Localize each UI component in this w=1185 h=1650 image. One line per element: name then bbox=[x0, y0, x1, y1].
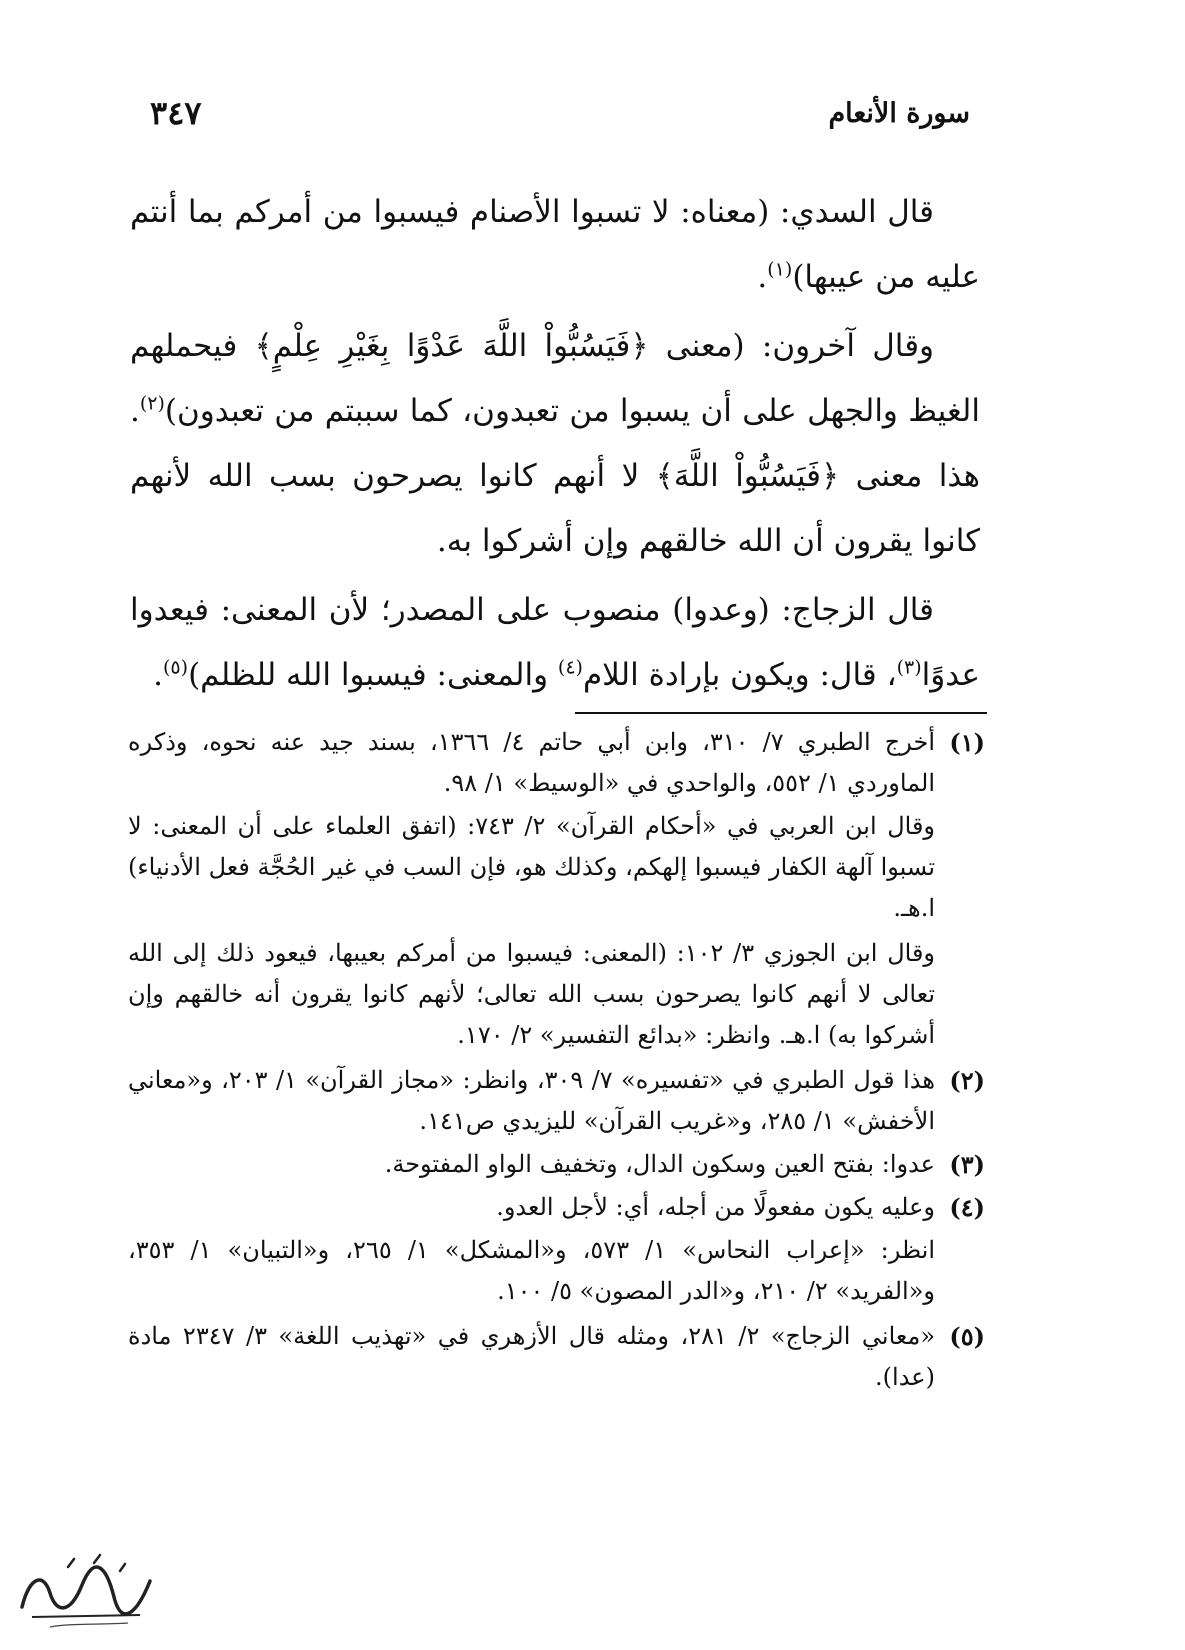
footnote-1 bbox=[128, 722, 985, 804]
sura-title: سورة الأنعام bbox=[828, 98, 970, 129]
footnote-5 bbox=[128, 1316, 985, 1398]
paragraph-text: لا أنهم كانوا يصرحون بسب الله لأنهم كانوا يقرون أن الله خالقهم وإن أشركوا به. bbox=[130, 458, 980, 559]
footnote-text: هذا قول الطبري في «تفسيره» ٧/ ٣٠٩، وانظر: «مجاز القرآن» ١/ ٢٠٣، و«معاني الأخفش» ١/ ٢٨٥، و«غريب القرآن» لليزيدي ص١٤١. bbox=[128, 1066, 935, 1135]
footnote-text: وعليه يكون مفعولًا من أجله، أي: لأجل العدو. bbox=[496, 1193, 935, 1221]
footnote-separator bbox=[575, 712, 987, 714]
paragraph-text: فيحملهم الغيظ والجهل على أن يسبوا من تعبدون، كما سببتم من تعبدون) bbox=[130, 328, 980, 429]
page-header bbox=[150, 92, 970, 142]
paragraph-text: . هذا معنى bbox=[130, 393, 980, 494]
footnote-1-para-3: وقال ابن الجوزي ٣/ ١٠٢: (المعنى: فيسبوا من أمركم بعيبها، فيعود ذلك إلى الله تعالى لا أنهم كانوا يصرحون بسب الله تعالى؛ لأنهم كانوا يقرون أنه خالقهم وإن أشركوا به) ا.هـ. وانظر: «بدائع التفسير» ٢/ ١٧٠. bbox=[128, 939, 936, 1049]
footnote-4 bbox=[128, 1187, 985, 1228]
footnote-ref[interactable]: (٥) bbox=[163, 656, 189, 679]
footnote-number: (٢) bbox=[949, 1066, 985, 1095]
footnotes bbox=[128, 722, 985, 1400]
footnote-text: عدوا: بفتح العين وسكون الدال، وتخفيف الواو المفتوحة. bbox=[384, 1150, 935, 1178]
punctuation: . bbox=[153, 657, 163, 693]
quran-verse: ﴿فَيَسُبُّواْ اللَّهَ﴾ bbox=[655, 458, 840, 494]
paragraph-suddi bbox=[130, 180, 980, 310]
paragraph-others bbox=[130, 314, 980, 574]
paragraph-text: وقال آخرون: (معنى bbox=[648, 328, 934, 364]
footnote-text: «معاني الزجاج» ٢/ ٢٨١، ومثله قال الأزهري في «تهذيب اللغة» ٣/ ٢٣٤٧ مادة (عدا). bbox=[128, 1322, 936, 1391]
page-number: ٣٤٧ bbox=[150, 94, 202, 132]
footnote-number: (٣) bbox=[949, 1150, 985, 1179]
paragraph-zajjaj bbox=[130, 578, 980, 708]
footnote-1-para-2: وقال ابن العربي في «أحكام القرآن» ٢/ ٧٤٣: (اتفق العلماء على أن المعنى: لا تسبوا آلهة الكفار فيسبوا إلهكم، وكذلك هو، فإن السب في غير الحُجَّة فعل الأدنياء) ا.هـ. bbox=[128, 812, 936, 922]
footnote-text: أخرج الطبري ٧/ ٣١٠، وابن أبي حاتم ٤/ ١٣٦٦، بسند جيد عنه نحوه، وذكره الماوردي ١/ ٥٥٢، والواحدي في «الوسيط» ١/ ٩٨. bbox=[128, 728, 935, 797]
main-text bbox=[130, 180, 980, 712]
punctuation: . bbox=[757, 259, 768, 295]
footnote-number: (٥) bbox=[949, 1322, 985, 1351]
publisher-logo bbox=[10, 1545, 160, 1635]
paragraph-text: قال الزجاج: (وعدوا) منصوب على المصدر؛ لأن المعنى: فيعدوا عدوًا bbox=[130, 592, 980, 693]
footnote-4-para-2: انظر: «إعراب النحاس» ١/ ٥٧٣، و«المشكل» ١/ ٢٦٥، و«التبيان» ١/ ٣٥٣، و«الفريد» ٢/ ٢١٠، و«الدر المصون» ٥/ ١٠٠. bbox=[128, 1236, 936, 1305]
footnote-ref[interactable]: (١) bbox=[767, 258, 793, 281]
footnote-2 bbox=[128, 1060, 985, 1142]
paragraph-text: ، قال: ويكون بإرادة اللام bbox=[582, 657, 897, 693]
quran-verse: ﴿فَيَسُبُّواْ اللَّهَ عَدْوًا بِغَيْرِ عِلْمٍ﴾ bbox=[254, 328, 649, 364]
paragraph-text: والمعنى: فيسبوا الله للظلم) bbox=[188, 657, 558, 693]
paragraph-text: قال السدي: (معناه: لا تسبوا الأصنام فيسبوا من أمركم بما أنتم عليه من عيبها) bbox=[130, 194, 980, 295]
footnote-ref[interactable]: (٣) bbox=[896, 656, 922, 679]
footnote-number: (١) bbox=[949, 728, 985, 757]
footnote-ref[interactable]: (٤) bbox=[557, 656, 583, 679]
footnote-ref[interactable]: (٢) bbox=[139, 392, 165, 415]
footnote-number: (٤) bbox=[949, 1193, 985, 1222]
footnote-3 bbox=[128, 1144, 985, 1185]
